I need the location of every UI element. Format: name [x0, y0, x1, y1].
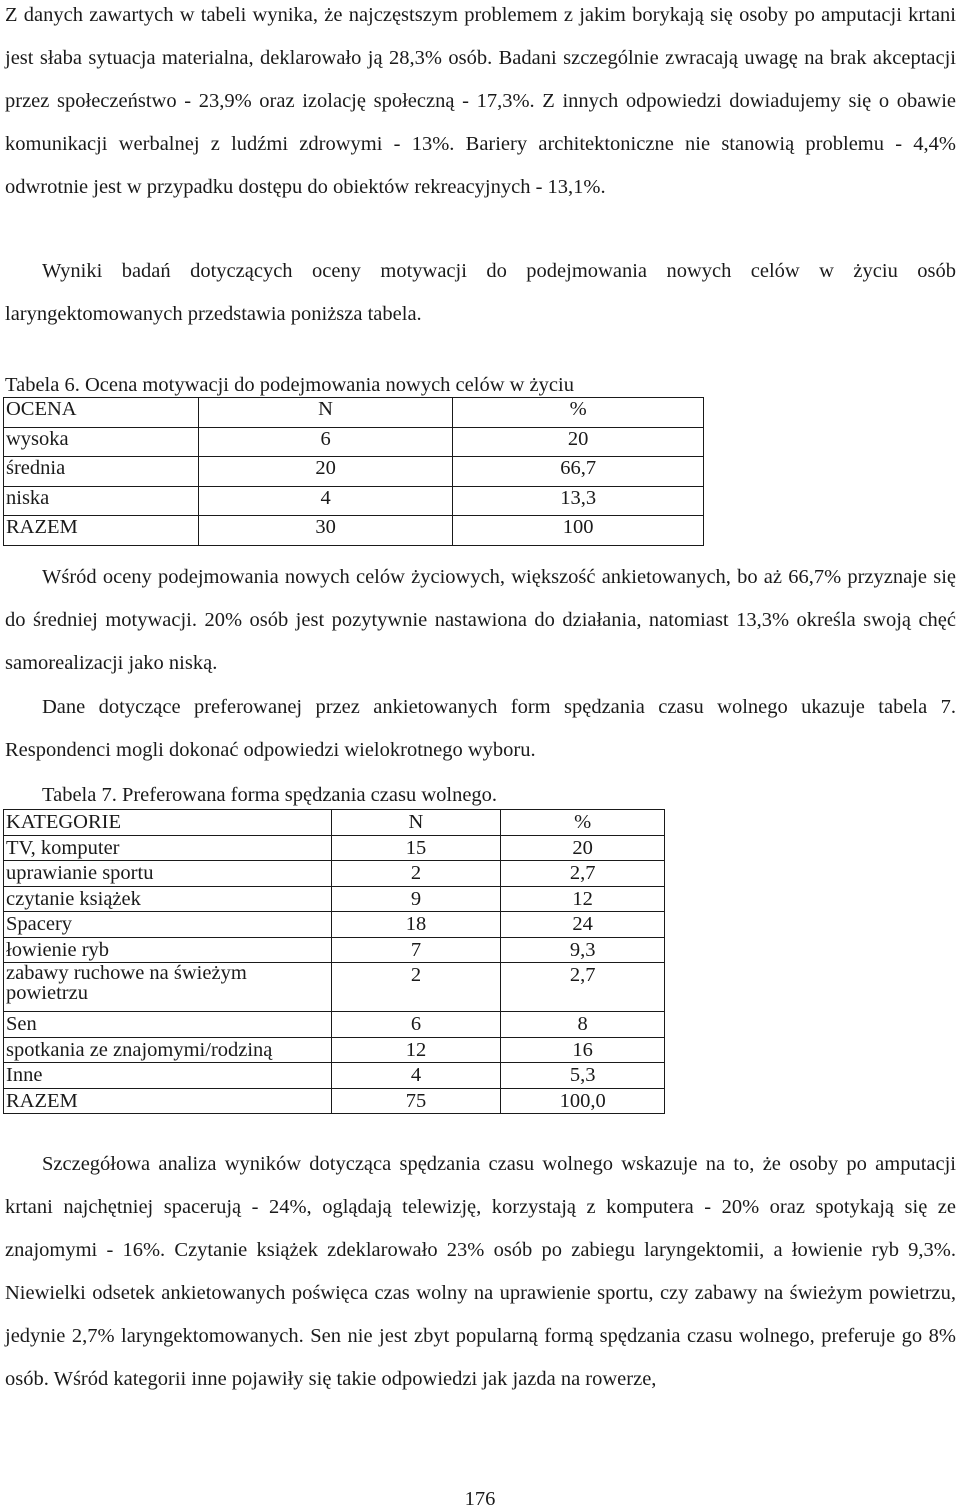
- table-cell: łowienie ryb: [4, 937, 332, 963]
- table-cell: 6: [198, 427, 453, 457]
- table-leisure: [3, 809, 665, 1114]
- table-cell: 2,7: [501, 861, 665, 887]
- table-row: [4, 516, 704, 546]
- paragraph-leisure-intro: Dane dotyczące preferowanej przez ankietowanych form spędzania czasu wolnego ukazuje tabela 7. Respondenci mogli dokonać odpowiedzi wielokrotnego wyboru.: [5, 696, 956, 761]
- table-cell: RAZEM: [4, 516, 199, 546]
- table-cell: TV, komputer: [4, 835, 332, 861]
- table-cell: 4: [331, 1063, 501, 1089]
- table-cell: Inne: [4, 1063, 332, 1089]
- table-cell: 66,7: [453, 457, 704, 487]
- table-row: [4, 835, 665, 861]
- table-row: [4, 457, 704, 487]
- page-number: 176: [464, 1488, 496, 1510]
- table-cell: 30: [198, 516, 453, 546]
- table-cell: 12: [331, 1037, 501, 1063]
- table-cell: 75: [331, 1088, 501, 1114]
- table7-caption: Tabela 7. Preferowana forma spędzania czasu wolnego.: [42, 784, 498, 806]
- table-header-row: [4, 398, 704, 428]
- header-cell: N: [198, 398, 453, 428]
- paragraph-motivation-intro: Wyniki badań dotyczących oceny motywacji do podejmowania nowych celów w życiu osób laryngektomowanych przedstawia poniższa tabela.: [5, 260, 956, 325]
- table-cell: 16: [501, 1037, 665, 1063]
- table-cell: niska: [4, 486, 199, 516]
- header-cell: %: [501, 810, 665, 836]
- table-row: [4, 1012, 665, 1038]
- table-row: [4, 963, 665, 1012]
- table-cell: 12: [501, 886, 665, 912]
- table-cell: wysoka: [4, 427, 199, 457]
- table-row: [4, 427, 704, 457]
- table-row: [4, 912, 665, 938]
- table-cell: 100,0: [501, 1088, 665, 1114]
- table-cell: czytanie książek: [4, 886, 332, 912]
- table-cell: 9,3: [501, 937, 665, 963]
- paragraph-leisure-analysis: Szczegółowa analiza wyników dotycząca spędzania czasu wolnego wskazuje na to, że osoby po amputacji krtani najchętniej spacerują - 24%, oglądają telewizję, korzystają z komputera - 20% oraz spotykają się ze znajomymi - 16%. Czytanie książek zdeklarowało 23% osób po zabiegu laryngektomii, a łowienie ryb 9,3%. Niewielki odsetek ankietowanych poświęca czas wolny na uprawienie sportu, czy zabawy na świeżym powietrzu, jedynie 2,7% laryngektomowanych. Sen nie jest zbyt popularną formą spędzania czasu wolnego, preferuje go 8% osób. Wśród kategorii inne pojawiły się takie odpowiedzi jak jazda na rowerze,: [5, 1153, 956, 1390]
- table-header-row: [4, 810, 665, 836]
- table-cell: 24: [501, 912, 665, 938]
- table-cell: 100: [453, 516, 704, 546]
- table-row: [4, 1037, 665, 1063]
- header-cell: KATEGORIE: [4, 810, 332, 836]
- table-cell: 2: [331, 963, 501, 1012]
- table-cell: 5,3: [501, 1063, 665, 1089]
- table-cell: Sen: [4, 1012, 332, 1038]
- table-cell: 4: [198, 486, 453, 516]
- table-cell: uprawianie sportu: [4, 861, 332, 887]
- table-cell: 20: [198, 457, 453, 487]
- table-cell: spotkania ze znajomymi/rodziną: [4, 1037, 332, 1063]
- table-row: [4, 1063, 665, 1089]
- table-cell: 15: [331, 835, 501, 861]
- table-cell: 2,7: [501, 963, 665, 1012]
- table-cell: średnia: [4, 457, 199, 487]
- paragraph-motivation-analysis: Wśród oceny podejmowania nowych celów życiowych, większość ankietowanych, bo aż 66,7% przyznaje się do średniej motywacji. 20% osób jest pozytywnie nastawiona do działania, natomiast 13,3% określa swoją chęć samorealizacji jako niską.: [5, 566, 956, 674]
- table6-caption: Tabela 6. Ocena motywacji do podejmowania nowych celów w życiu: [5, 374, 574, 396]
- table-cell: 18: [331, 912, 501, 938]
- table-row: [4, 861, 665, 887]
- table-cell: 6: [331, 1012, 501, 1038]
- table-cell: 7: [331, 937, 501, 963]
- header-cell: %: [453, 398, 704, 428]
- table-cell: 8: [501, 1012, 665, 1038]
- table-cell: 13,3: [453, 486, 704, 516]
- table-row: [4, 886, 665, 912]
- table-cell: 2: [331, 861, 501, 887]
- table-row: [4, 1088, 665, 1114]
- table-cell: 20: [453, 427, 704, 457]
- table-cell: 9: [331, 886, 501, 912]
- table-cell: zabawy ruchowe na świeżym powietrzu: [4, 963, 332, 1012]
- table-row: [4, 486, 704, 516]
- table-motivation: [3, 397, 704, 546]
- header-cell: OCENA: [4, 398, 199, 428]
- table-row: [4, 937, 665, 963]
- table-cell: 20: [501, 835, 665, 861]
- header-cell: N: [331, 810, 501, 836]
- paragraph-problems: Z danych zawartych w tabeli wynika, że najczęstszym problemem z jakim borykają się osoby po amputacji krtani jest słaba sytuacja materialna, deklarowało ją 28,3% osób. Badani szczególnie zwracają uwagę na brak akceptacji przez społeczeństwo - 23,9% oraz izolację społeczną - 17,3%. Z innych odpowiedzi dowiadujemy się o obawie komunikacji werbalnej z ludźmi zdrowymi - 13%. Bariery architektoniczne nie stanowią problemu - 4,4% odwrotnie jest w przypadku dostępu do obiektów rekreacyjnych - 13,1%.: [5, 4, 956, 198]
- table-cell: RAZEM: [4, 1088, 332, 1114]
- table-cell: Spacery: [4, 912, 332, 938]
